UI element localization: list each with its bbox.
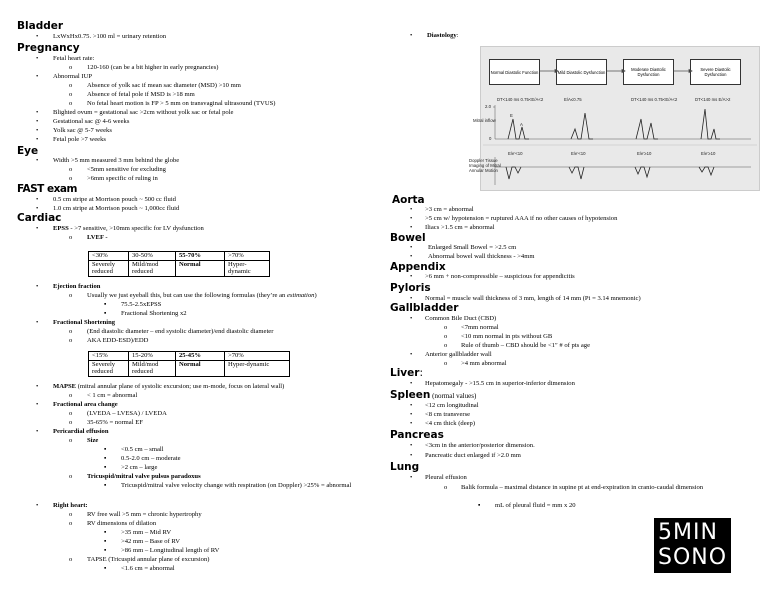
- ef-note: [87, 292, 317, 300]
- tapse-sub: <1.6 cm = abnormal: [121, 565, 175, 572]
- sub-bullet: o: [69, 292, 73, 299]
- mitral-value: DT<140 ms 0.75<E/A<2: [497, 97, 544, 102]
- stage-box: Severe Diastolic Dysfunction: [690, 59, 741, 85]
- sub-bullet: o: [69, 328, 73, 335]
- tissue-value: E/e'≥10: [637, 151, 652, 156]
- sub-sub-bullet: ▪: [104, 455, 107, 462]
- fs-item: AKA EDD-ESD)/EDD: [87, 337, 149, 344]
- diastology-title: Diastology: [427, 32, 457, 39]
- wave-a-label: A: [520, 122, 523, 127]
- pregnancy-item: Fetal pole >7 weeks: [53, 136, 106, 143]
- rv-dim-sub: >42 mm – Base of RV: [121, 538, 181, 545]
- pyloris-heading: Pyloris: [390, 282, 431, 294]
- sub-sub-bullet: ▪: [104, 301, 107, 308]
- bullet: •: [36, 319, 39, 326]
- sub-sub-bullet: ▪: [104, 538, 107, 545]
- spleen-subtitle: (normal values): [430, 392, 477, 400]
- tissue-waveforms: [506, 167, 714, 179]
- table-cell: <15%: [89, 352, 129, 361]
- tissue-value: E/e'<10: [571, 151, 586, 156]
- tapse-item: TAPSE (Tricuspid annular plane of excursion): [87, 556, 210, 563]
- gb-wall-item: Anterior gallbladder wall: [425, 351, 492, 358]
- bullet: •: [36, 205, 39, 212]
- pregnancy-item: Gestational sac @ 4-6 weeks: [53, 118, 130, 125]
- abnormal-iup: Abnormal IUP: [53, 73, 93, 80]
- table-row: [89, 260, 270, 276]
- mitral-value: E/A≤0.75: [564, 97, 582, 102]
- fs-item: (End diastolic diameter – end systolic diameter)/end diastolic diameter: [87, 328, 274, 335]
- mitral-inflow-label: Mitral inflow: [473, 118, 496, 123]
- appendix-heading: Appendix: [390, 261, 446, 273]
- sub-bullet: o: [69, 419, 73, 426]
- aorta-item: Iliacs >1.5 cm = abnormal: [425, 224, 495, 231]
- sub-bullet: o: [69, 511, 73, 518]
- table-cell: <30%: [89, 252, 129, 261]
- eye-sub-item: >6mm specific of ruling in: [87, 175, 158, 182]
- table-cell: Mild/mod reduced: [129, 260, 176, 276]
- epss-text: - >7 sensitive, >10mm specific for LV dysfunction: [68, 225, 204, 232]
- cbd-item: Common Bile Duct (CBD): [425, 315, 497, 322]
- bullet: •: [410, 206, 413, 213]
- bullet: •: [36, 127, 39, 134]
- sub-bullet: o: [69, 337, 73, 344]
- pregnancy-heading: Pregnancy: [17, 42, 80, 54]
- bowel-heading: Bowel: [390, 232, 426, 244]
- eye-sub-item: <5mm sensitive for excluding: [87, 166, 166, 173]
- sub-sub-bullet: ▪: [104, 565, 107, 572]
- bullet: •: [410, 452, 413, 459]
- cbd-sub: <10 mm normal in pts without GB: [461, 333, 553, 340]
- pancreas-heading: Pancreas: [390, 429, 444, 441]
- tissue-value: E/e'≥10: [701, 151, 716, 156]
- balik-formula: Balik formula – maximal distance in supine pt at end-expiration in cranio-caudal dimension: [461, 484, 704, 491]
- sub-sub-bullet: ▪: [104, 547, 107, 554]
- liver-heading: [390, 367, 423, 379]
- mapse-item: [53, 383, 284, 391]
- mitral-value: DT<140 ms E/A>2: [695, 97, 731, 102]
- fast-heading: FAST exam: [17, 183, 77, 195]
- liver-colon: :: [419, 367, 423, 379]
- sub-bullet: o: [69, 437, 73, 444]
- aorta-item: >3 cm = abnormal: [425, 206, 474, 213]
- bullet: •: [410, 273, 413, 280]
- rv-dim-item: RV dimensions of dilation: [87, 520, 157, 527]
- sub-sub-bullet: ▪: [104, 310, 107, 317]
- sub-bullet: o: [69, 100, 73, 107]
- eye-item: Width >5 mm measured 3 mm behind the globe: [53, 157, 180, 164]
- fast-item: 1.0 cm stripe at Morrison pouch ~ 1,000cc fluid: [53, 205, 180, 212]
- bullet: •: [36, 401, 39, 408]
- sub-sub-bullet: ▪: [104, 482, 107, 489]
- table-cell: 30-50%: [129, 252, 176, 261]
- sub-bullet: o: [69, 410, 73, 417]
- diastology-diagram: [469, 46, 760, 191]
- sub-bullet: o: [69, 473, 73, 480]
- ef-note-emphasis: estimation: [286, 292, 315, 299]
- spleen-item: <4 cm thick (deep): [425, 420, 476, 427]
- fac-item: (LVEDA – LVESA) / LVEDA: [87, 410, 167, 417]
- sub-bullet: o: [69, 91, 73, 98]
- mitral-value: DT<140 ms 0.75<E/A<2: [631, 97, 678, 102]
- sub-bullet: o: [69, 82, 73, 89]
- bullet: •: [36, 196, 39, 203]
- sub-bullet: o: [444, 484, 448, 491]
- sub-bullet: o: [444, 342, 448, 349]
- sub-bullet: o: [69, 234, 73, 241]
- sub-bullet: o: [69, 392, 73, 399]
- table-row: [89, 352, 290, 361]
- bullet: •: [410, 215, 413, 222]
- stage-box: Mild Diastolic Dysfunction: [556, 59, 607, 85]
- spleen-heading: [390, 389, 476, 402]
- bullet: •: [410, 315, 413, 322]
- bullet: •: [36, 502, 39, 509]
- sub-sub-bullet: ▪: [104, 464, 107, 471]
- liver-item: Hepatomegaly - >15.5 cm in superior-inferior dimension: [425, 380, 575, 387]
- size-item: <0.5 cm – small: [121, 446, 164, 453]
- logo-line-2: SONO: [658, 545, 728, 570]
- bullet: •: [410, 32, 413, 39]
- arrow-icons: [539, 70, 692, 73]
- spleen-title: Spleen: [390, 389, 431, 401]
- table-cell: Normal: [176, 260, 225, 276]
- axis-tick: 0: [489, 136, 492, 141]
- axis-tick: 2.0: [485, 104, 491, 109]
- pancreas-item: <3cm in the anterior/posterior dimension.: [425, 442, 535, 449]
- eye-heading: Eye: [17, 145, 39, 157]
- aorta-item: >5 cm w/ hypotension = ruptured AAA if no other causes of hypotension: [425, 215, 618, 222]
- fs-table: [88, 351, 290, 377]
- sub-bullet: o: [444, 324, 448, 331]
- tissue-doppler-label: Doppler Tissue Imaging of Mitral Annular Motion: [469, 158, 501, 173]
- liver-title: Liver: [390, 367, 420, 379]
- cardiac-heading: Cardiac: [17, 212, 62, 224]
- logo-line-1: 5MIN: [658, 520, 718, 545]
- appendix-item: >6 mm + non-compressible – suspicious for appendicitis: [425, 273, 575, 280]
- 5minsono-logo: [654, 518, 731, 573]
- bullet: •: [410, 380, 413, 387]
- pregnancy-item: Blighted ovum = gestational sac >2cm without yolk sac or fetal pole: [53, 109, 234, 116]
- bullet: •: [410, 442, 413, 449]
- stage-box: Normal Diastolic Function: [489, 59, 540, 85]
- bullet: •: [36, 33, 39, 40]
- bullet: •: [410, 244, 413, 251]
- bowel-item: Abnormal bowel wall thickness - >4mm: [428, 253, 535, 260]
- fractional-shortening-label: Fractional Shortening: [53, 319, 116, 326]
- table-cell: >70%: [225, 352, 290, 361]
- table-row: [89, 360, 290, 376]
- bullet: •: [36, 428, 39, 435]
- bowel-item: Enlarged Small Bowel = >2.5 cm: [428, 244, 517, 251]
- lvef-label: LVEF -: [87, 234, 108, 241]
- table-cell: >70%: [225, 252, 270, 261]
- tissue-value: E/e'<10: [508, 151, 523, 156]
- right-heart-label: Right heart:: [53, 502, 88, 509]
- table-cell: Hyper-dynamic: [225, 360, 290, 376]
- ef-note-text: Usually we just eyeball this, but can use the following formulas (they’re an: [87, 292, 287, 299]
- sub-sub-bullet: ▪: [104, 446, 107, 453]
- bullet: •: [36, 225, 39, 232]
- wave-e-label: E: [510, 113, 513, 118]
- pancreas-item: Pancreatic duct enlarged if >2.0 mm: [425, 452, 521, 459]
- sub-bullet: o: [69, 556, 73, 563]
- ef-note-close: ): [314, 292, 317, 299]
- table-cell: Severely reduced: [89, 360, 129, 376]
- epss-label: EPSS: [53, 225, 69, 232]
- epss-item: [53, 225, 204, 233]
- table-row: [89, 252, 270, 261]
- bullet: •: [36, 136, 39, 143]
- bullet: •: [36, 109, 39, 116]
- bullet: •: [36, 283, 39, 290]
- iup-sub-item: Absence of fetal pole if MSD is >18 mm: [87, 91, 195, 98]
- bullet: •: [36, 157, 39, 164]
- bullet: •: [410, 224, 413, 231]
- bullet: •: [36, 73, 39, 80]
- rv-wall-item: RV free wall >5 mm = chronic hypertrophy: [87, 511, 202, 518]
- mitral-waveforms: [508, 109, 720, 139]
- fhr-value: 120-160 (can be a bit higher in early pregnancies): [87, 64, 219, 71]
- pericardial-effusion-label: Pericardial effusion: [53, 428, 109, 435]
- iup-sub-item: No fetal heart motion is FP > 5 mm on transvaginal ultrasound (TVUS): [87, 100, 276, 107]
- diastology-colon: :: [456, 32, 459, 39]
- size-item: >2 cm – large: [121, 464, 158, 471]
- tricuspid-item: Tricuspid/mitral valve velocity change with respiration (on Doppler) >25% = abnormal: [121, 482, 352, 489]
- mapse-label: MAPSE: [53, 383, 77, 390]
- tricuspid-label: Tricuspid/mitral valve pulsus paradoxus: [87, 473, 201, 480]
- bullet: •: [410, 411, 413, 418]
- ef-formula: Fractional Shortening x2: [121, 310, 187, 317]
- pregnancy-item: Yolk sac @ 5-7 weeks: [53, 127, 112, 134]
- lvef-table: [88, 251, 270, 277]
- aorta-heading: Aorta: [392, 194, 425, 206]
- bladder-heading: Bladder: [17, 20, 64, 32]
- table-cell: 15-20%: [129, 352, 176, 361]
- table-cell: Severely reduced: [89, 260, 129, 276]
- ef-formula: 75.5-2.5xEPSS: [121, 301, 162, 308]
- sub-bullet: o: [444, 333, 448, 340]
- fast-item: 0.5 cm stripe at Morrison pouch ~ 500 cc fluid: [53, 196, 176, 203]
- bullet: •: [410, 295, 413, 302]
- lung-heading: Lung: [390, 461, 420, 473]
- bullet: •: [410, 402, 413, 409]
- fhr-label: Fetal heart rate:: [53, 55, 95, 62]
- iup-sub-item: Absence of yolk sac if mean sac diameter (MSD) >10 mm: [87, 82, 241, 89]
- cbd-sub: <7mm normal: [461, 324, 499, 331]
- gallbladder-heading: Gallbladder: [390, 302, 459, 314]
- bullet: •: [36, 55, 39, 62]
- table-cell: Normal: [176, 360, 225, 376]
- table-cell: Mild/mod reduced: [129, 360, 176, 376]
- sub-bullet: o: [444, 360, 448, 367]
- rv-dim-sub: >35 mm – Mid RV: [121, 529, 172, 536]
- pleural-fluid-formula: mL of pleural fluid = mm x 20: [495, 502, 576, 509]
- sub-bullet: o: [69, 166, 73, 173]
- fac-label: Fractional area change: [53, 401, 118, 408]
- stage-box: Moderate Diastolic Dysfunction: [623, 59, 674, 85]
- bullet: •: [410, 351, 413, 358]
- table-cell: 55-70%: [176, 252, 225, 261]
- mapse-sub: < 1 cm = abnormal: [87, 392, 138, 399]
- gb-wall-sub: >4 mm abnormal: [461, 360, 507, 367]
- table-cell: 25-45%: [176, 352, 225, 361]
- sub-bullet: o: [69, 64, 73, 71]
- bullet: •: [36, 118, 39, 125]
- pyloris-item: Normal = muscle wall thickness of 3 mm, length of 14 mm (Pi = 3.14 mnemonic): [425, 295, 641, 302]
- lung-item: Pleural effusion: [425, 474, 467, 481]
- cbd-sub: Rule of thumb – CBD should be <1″ # of pts age: [461, 342, 590, 349]
- sub-bullet: o: [69, 175, 73, 182]
- spleen-item: <12 cm longitudinal: [425, 402, 479, 409]
- bullet: •: [410, 420, 413, 427]
- bullet: •: [36, 383, 39, 390]
- sub-bullet: o: [69, 520, 73, 527]
- size-label: Size: [87, 437, 99, 444]
- diastology-waveforms: [481, 47, 759, 190]
- diastology-label: [427, 32, 459, 40]
- spleen-item: <8 cm transverse: [425, 411, 471, 418]
- sub-sub-bullet: ▪: [478, 502, 481, 509]
- sub-sub-bullet: ▪: [104, 529, 107, 536]
- rv-dim-sub: >86 mm – Longitudinal length of RV: [121, 547, 220, 554]
- mapse-text: (mitral annular plane of systolic excursion; use m-mode, focus on lateral wall): [76, 383, 285, 390]
- bullet: •: [410, 253, 413, 260]
- size-item: 0.5-2.0 cm – moderate: [121, 455, 181, 462]
- bladder-item: LxWxHx0.75. >100 ml = urinary retention: [53, 33, 167, 40]
- ejection-fraction-label: Ejection fraction: [53, 283, 101, 290]
- bullet: •: [410, 474, 413, 481]
- table-cell: Hyper-dynamic: [225, 260, 270, 276]
- fac-item: 35-65% = normal EF: [87, 419, 143, 426]
